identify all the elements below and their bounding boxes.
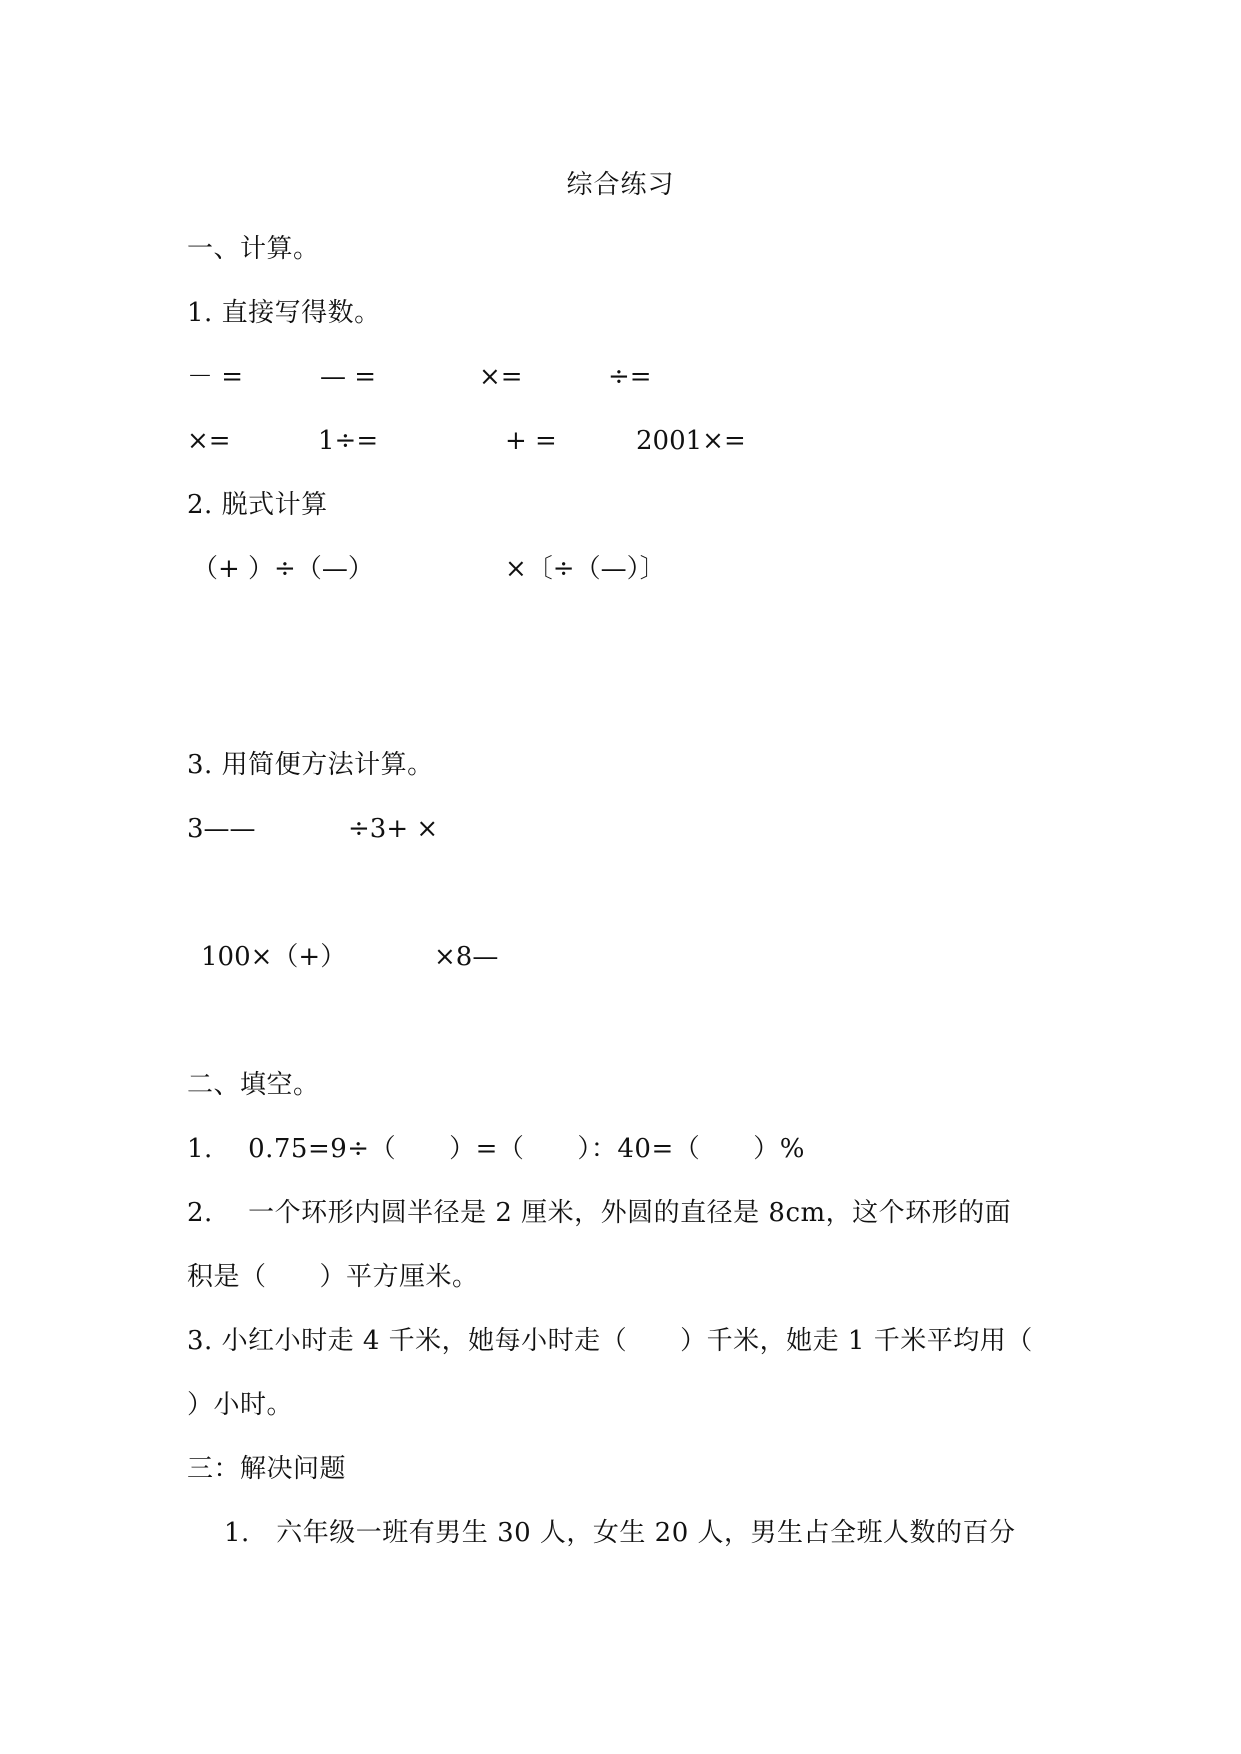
fill-blank-q2-line1: 2. 一个环形内圆半径是 2 厘米，外圆的直径是 8cm，这个环形的面 (187, 1198, 1012, 1228)
mental-math-item: — = (320, 362, 377, 392)
mental-math-item: ÷= (608, 362, 652, 392)
q2-label: 2. 脱式计算 (187, 490, 328, 520)
simplified-calc-item: 3—— (187, 814, 256, 844)
q3-label: 3. 用简便方法计算。 (187, 750, 434, 780)
fill-blank-q2-line2: 积是（ ）平方厘米。 (187, 1262, 479, 1292)
mental-math-item: 2001×= (636, 426, 746, 456)
section2-heading: 二、填空。 (187, 1070, 320, 1100)
simplified-calc-item: ×8— (434, 942, 499, 972)
section1-heading: 一、计算。 (187, 234, 320, 264)
fill-blank-q3-line2: ）小时。 (187, 1390, 294, 1420)
simplified-calc-item: ÷3+ × (348, 814, 439, 844)
mental-math-item: ×= (187, 426, 231, 456)
mental-math-item: ×= (479, 362, 523, 392)
page-title: 综合练习 (566, 170, 675, 200)
problem-q1-line1: 1. 六年级一班有男生 30 人，女生 20 人，男生占全班人数的百分 (224, 1518, 1016, 1548)
stepwise-item: （+ ）÷（—） (192, 554, 374, 584)
q1-label: 1. 直接写得数。 (187, 298, 381, 328)
mental-math-item: 1÷= (318, 426, 379, 456)
fill-blank-q3-line1: 3. 小红小时走 4 千米，她每小时走（ ）千米，她走 1 千米平均用（ (187, 1326, 1033, 1356)
mental-math-item: － = (187, 362, 244, 392)
section3-heading: 三：解决问题 (187, 1454, 347, 1484)
fill-blank-q1: 1. 0.75=9÷（ ）=（ ）：40=（ ）% (187, 1134, 805, 1164)
stepwise-item: ×〔÷（—）〕 (505, 554, 666, 584)
simplified-calc-item: 100×（+） (201, 942, 347, 972)
mental-math-item: + = (505, 426, 557, 456)
